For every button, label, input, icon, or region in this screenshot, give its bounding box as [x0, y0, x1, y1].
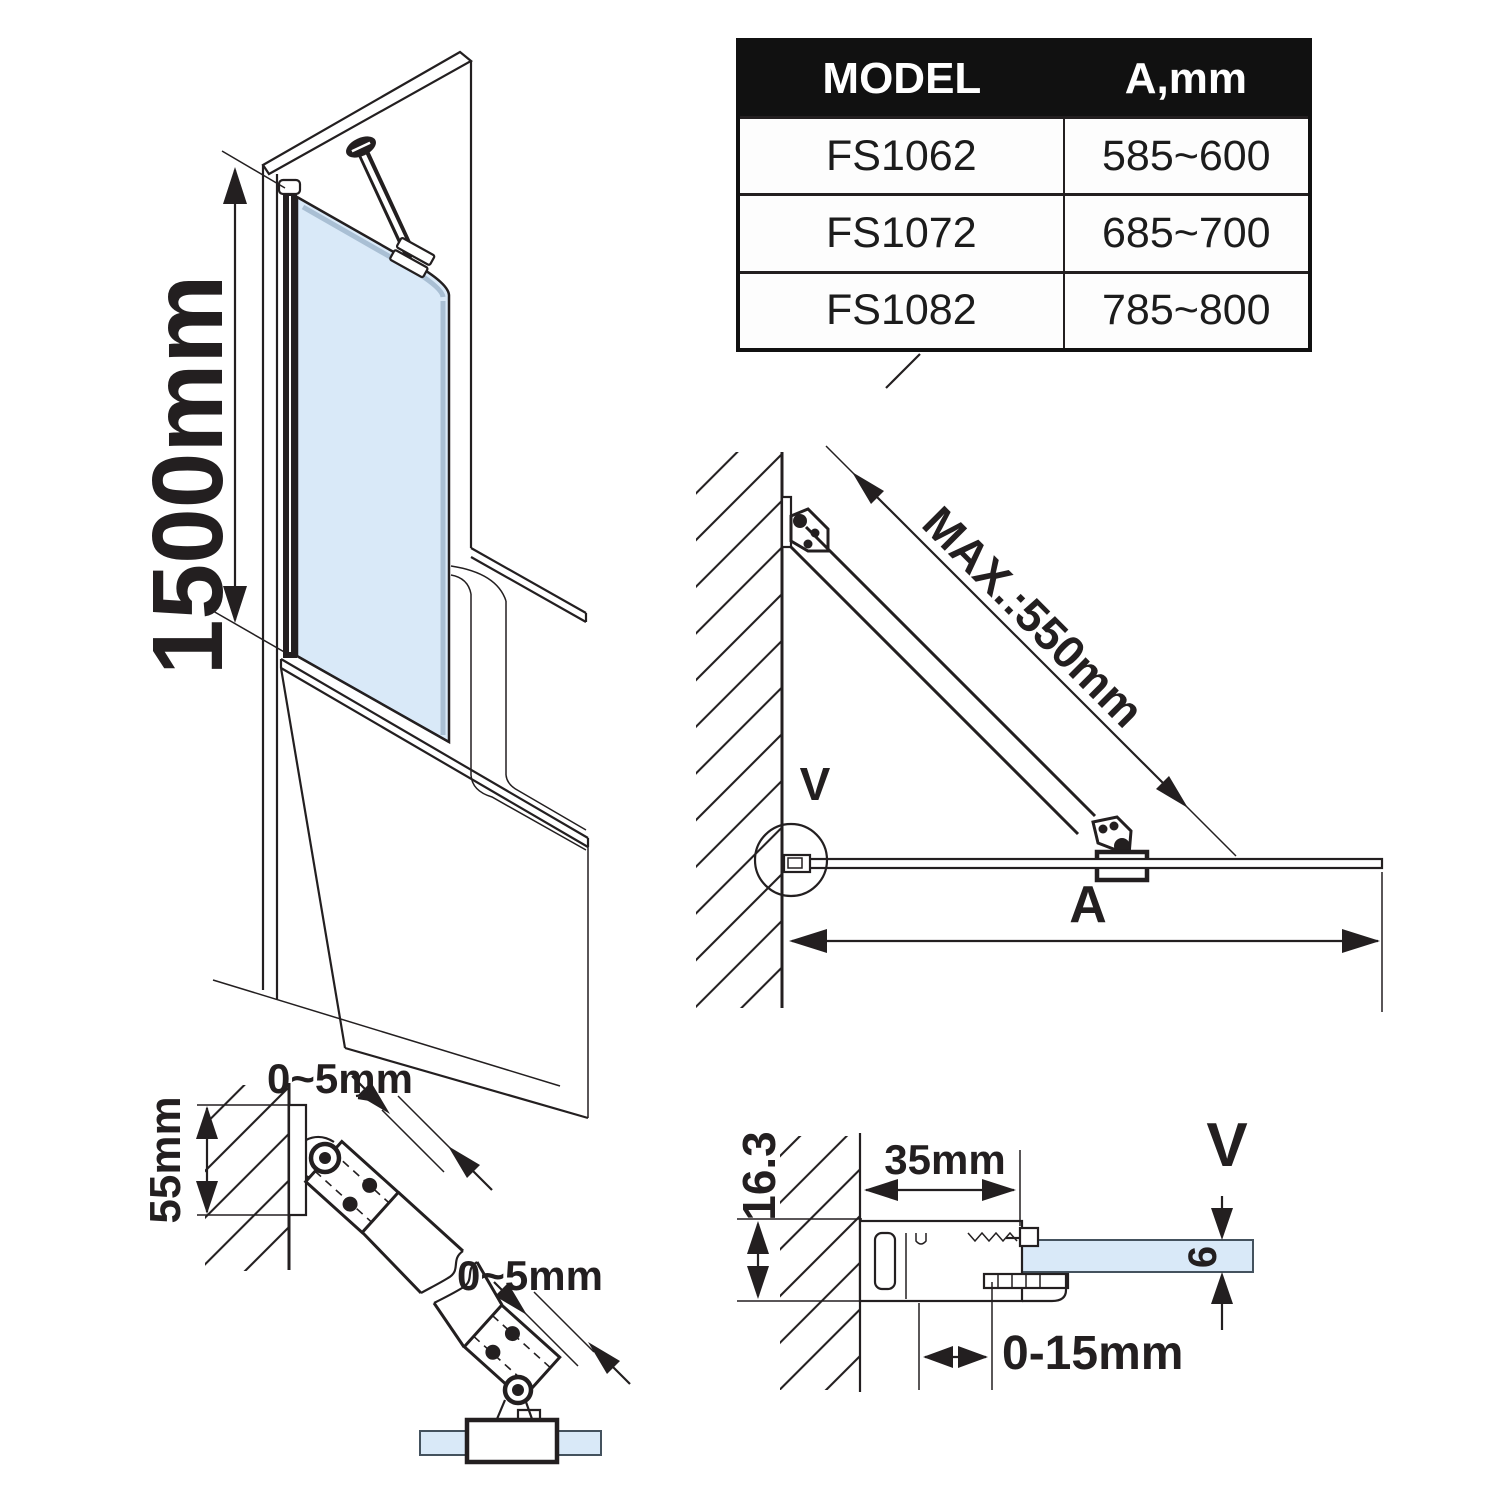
table-row [740, 271, 1308, 348]
table-cell-model: FS1072 [740, 196, 1065, 270]
height-dimension [132, 151, 293, 675]
wall-mount-plate [289, 1105, 306, 1215]
detail-mark-label: V [799, 758, 831, 810]
table-cell-a: 685~700 [1102, 208, 1271, 257]
isometric-view [132, 52, 588, 1118]
wall-hatch-plan [696, 452, 782, 1008]
table-header-a-mm: A,mm [1124, 54, 1247, 103]
profile-width-dimension [864, 1136, 1020, 1226]
table-row [740, 193, 1308, 270]
table-cell-a: 585~600 [1102, 131, 1271, 180]
glass-panel-plan [809, 859, 1382, 868]
adjust-dimension-label: 0-15mm [1002, 1327, 1184, 1380]
wall-profile-plan [784, 855, 810, 872]
upper-gap-label: 0~5mm [267, 1055, 413, 1102]
table-row [740, 116, 1308, 193]
table-header-model: MODEL [822, 54, 982, 103]
glass-thickness-label: 6 [1181, 1245, 1225, 1269]
table-leader-line [886, 354, 920, 388]
plan-view [696, 446, 1382, 1012]
wall-hatch-hinge [205, 1085, 289, 1271]
glass-clamp-detail [420, 1410, 601, 1462]
table-cell-model: FS1062 [740, 119, 1065, 193]
table-cell-model: FS1082 [740, 274, 1065, 348]
height-dimension-label: 1500mm [132, 274, 244, 676]
profile-width-label: 35mm [884, 1136, 1006, 1183]
model-size-table [736, 38, 1312, 352]
profile-detail-mark: V [1206, 1111, 1248, 1180]
width-dimension [789, 872, 1382, 1012]
wall-hatch-profile [780, 1136, 860, 1390]
arm-length-dimension [826, 446, 1236, 856]
hinge-detail-view [141, 1055, 630, 1462]
table-cell-a: 785~800 [1102, 286, 1271, 335]
profile-depth-label: 16.3 [733, 1131, 785, 1221]
table-header-row [740, 42, 1308, 116]
lower-gap-label: 0~5mm [457, 1252, 603, 1299]
profile-detail-view [733, 1111, 1253, 1392]
width-dimension-label: A [1069, 876, 1107, 934]
plate-dimension-label: 55mm [141, 1096, 190, 1224]
arm-length-label: MAX.:550mm [912, 496, 1154, 738]
